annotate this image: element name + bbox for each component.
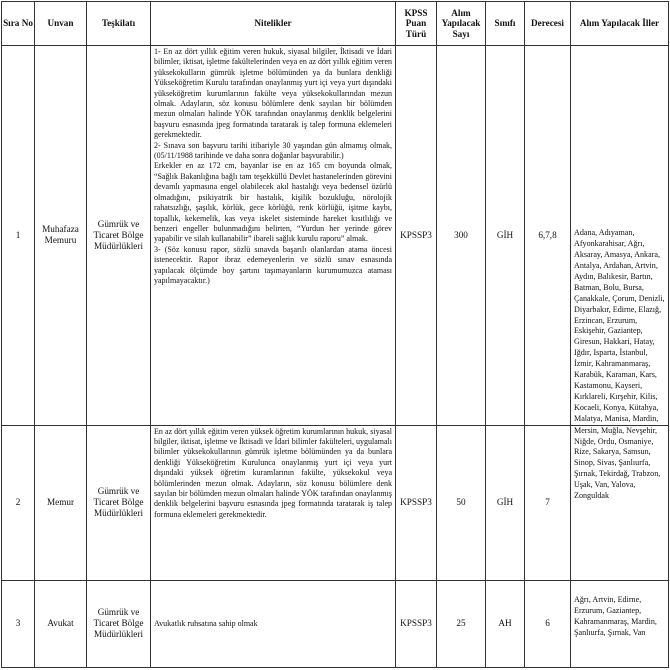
il-line: Erzurum, Gaziantep, <box>574 605 642 615</box>
header-kpss: KPSS Puan Türü <box>396 2 437 46</box>
row3-derecesi: 6 <box>525 580 571 667</box>
row1-sinifi: GİH <box>486 46 525 426</box>
row1-nitelik-3: Erkekler en az 172 cm, bayanlar ise en az 165 cm boyunda olmak, “Sağlık Bakanlığına bağlı tam teşekküllü Devlet hastanelerinden görevini devamlı yapmasına engel olabilecek akıl hastalığı veya bedensel özürlü olmadığını, psikiyatrik bir hastalık, kişilik bozukluğu, nörolojik rahatsızlığı, şaşılık, körlük, gece körlüğü, renk körlüğü, işitme kaybı, topallık, kekemelik, kas veya iskelet sisteminde hareket kısıtlılığı ve benzeri engeller bulunmadığını belirten, “Yurdun her yerinde görev yapabilir ve silah kullanabilir” ibareli sağlık kurulu raporu” almak. <box>154 161 392 244</box>
il-line: Ağrı, Artvin, Edirne, <box>574 594 642 604</box>
il-line: Erzincan, Erzurum, <box>574 315 638 325</box>
row3-nitelikler <box>151 580 396 667</box>
header-sinifi: Sınıfı <box>486 2 525 46</box>
row2-sira: 2 <box>2 425 35 580</box>
row1-nitelik-2: 2- Sınava son başvuru tarihi itibariyle 30 yaşından gün almamış olmak, (05/11/1988 tarihinde ve daha sonra doğanlar başvurabilir.) <box>154 140 392 161</box>
row3-sira: 3 <box>2 580 35 667</box>
row2-unvan: Memur <box>35 425 87 580</box>
row3-unvan: Avukat <box>35 580 87 667</box>
header-row <box>2 2 669 46</box>
il-line: Antalya, Ardahan, Artvin, <box>574 261 658 271</box>
iller-list-row3 <box>571 580 669 667</box>
row3-kpss: KPSSP3 <box>396 580 437 667</box>
row1-nitelikler <box>151 46 396 426</box>
il-line: Kastamonu, Kayseri, <box>574 380 643 390</box>
il-line: Kahramanmaraş, Mardin, <box>574 616 657 626</box>
row2-kpss: KPSSP3 <box>396 425 437 580</box>
il-line: Iğdır, Isparta, İstanbul, <box>574 348 648 358</box>
row1-derecesi: 6,7,8 <box>525 46 571 426</box>
il-line: Adana, Adıyaman, <box>574 228 635 238</box>
row3-nitelik-1: Avukatlık ruhsatına sahip olmak <box>154 618 258 628</box>
table-row <box>2 425 669 580</box>
row1-teskilati: Gümrük ve Ticaret Bölge Müdürlükleri <box>87 46 151 426</box>
iller-list-part2 <box>571 425 669 580</box>
il-line: Karabük, Karaman, Kars, <box>574 370 657 380</box>
il-line: Çanakkale, Çorum, Denizli, <box>574 293 665 303</box>
row1-unvan: Muhafaza Memuru <box>35 46 87 426</box>
row3-sinifi: AH <box>486 580 525 667</box>
header-sayi: Alım Yapılacak Sayı <box>437 2 486 46</box>
header-sira: Sıra No <box>2 2 35 46</box>
il-line: Giresun, Hakkari, Hatay, <box>574 337 655 347</box>
il-line: Aydın, Balıkesir, Bartın, <box>574 271 653 281</box>
il-line: Batman, Bolu, Bursa, <box>574 282 644 292</box>
row3-teskilati: Gümrük ve Ticaret Bölge Müdürlükleri <box>87 580 151 667</box>
header-nitelikler: Nitelikler <box>151 2 396 46</box>
header-unvan: Unvan <box>35 2 87 46</box>
il-line: Uşak, Van, Yalova, <box>574 480 636 490</box>
il-line: Eskişehir, Gaziantep, <box>574 326 643 336</box>
row1-nitelik-4: 3- (Söz konusu rapor, sözlü sınavda başarılı olanlardan atama öncesi istenecektir. Rapor ibraz edemeyenlerin ve sözlü sınav esnasında yapılacak ölçümde boy şartını taşımayanların kurumumuzca ataması yapılmayacaktır.) <box>154 244 392 285</box>
il-line: Aksaray, Amasya, Ankara, <box>574 250 661 260</box>
il-line: Malatya, Manisa, Mardin, <box>574 413 659 423</box>
positions-table <box>1 1 669 668</box>
table-row <box>2 580 669 667</box>
iller-list-part1 <box>571 46 669 426</box>
il-line: Zonguldak <box>574 491 610 501</box>
il-line: Şanlıurfa, Şırnak, Van <box>574 627 646 637</box>
row2-nitelikler <box>151 425 396 580</box>
row2-nitelik-1: En az dört yıllık eğitim veren yüksek öğretim kurumlarının hukuk, siyasal bilgiler, iktisat, işletme ve İktisadi ve İdari bilimler fakülteleri, uygulamalı bilimler yüksekokullarının gümrük işletme bölümünden ya da bunlara denkliği Yükseköğretim Kurulunca onaylanmış yurt içi veya yurt dışındaki yüksek öğretim kuramlarının fakülte, yüksekokul veya bölümlerinden mezun olmak. Adayların, söz konusu bölümlere denk sayılan bir bölümden mezun olmaları halinde YÖK tarafından onaylanmış denklik belgelerini başvuru esnasında jpeg formatında taratarak iş talep formuna eklemeleri gerekmektedir. <box>154 426 392 519</box>
il-line: Niğde, Ordu, Osmaniye, <box>574 436 654 446</box>
table-row <box>2 46 669 426</box>
row2-sinifi: GİH <box>486 425 525 580</box>
header-derecesi: Derecesi <box>525 2 571 46</box>
row3-sayi: 25 <box>437 580 486 667</box>
row1-sayi: 300 <box>437 46 486 426</box>
il-line: İzmir, Kahramanmaraş, <box>574 359 651 369</box>
row2-sayi: 50 <box>437 425 486 580</box>
il-line: Şırnak, Tekirdağ, Trabzon, <box>574 469 661 479</box>
row1-kpss: KPSSP3 <box>396 46 437 426</box>
il-line: Sinop, Sivas, Şanlıurfa, <box>574 458 651 468</box>
header-teskilati: Teşkilatı <box>87 2 151 46</box>
il-line: Kocaeli, Konya, Kütahya, <box>574 402 659 412</box>
il-line: Kırklareli, Kırşehir, Kilis, <box>574 391 658 401</box>
il-line: Mersin, Muğla, Nevşehir, <box>574 425 658 435</box>
il-line: Diyarbakır, Edirne, Elazığ, <box>574 304 662 314</box>
row2-teskilati: Gümrük ve Ticaret Bölge Müdürlükleri <box>87 425 151 580</box>
il-line: Rize, Sakarya, Samsun, <box>574 447 651 457</box>
row1-nitelik-1: 1- En az dört yıllık eğitim veren hukuk, siyasal bilgiler, İktisadi ve İdari bilimler, iktisat, işletme fakültelerinden veya en az dört yıllık eğitim veren yüksekokulların gümrük işletme bölümünden ya da bunlara denkliği Yükseköğretim Kurulu tarafından onaylanmış yurt içi veya yurt dışındaki yükseköğretim kurumlarının fakülte veya yüksekokullarından mezun olmak. Adayların, söz konusu bölümlere denk sayılan bir bölümden mezun olmaları halinde YÖK tarafından onaylanmış denklik belgelerini başvuru esnasında jpeg formatında taratarak iş talep formuna eklemeleri gerekmektedir. <box>154 47 392 140</box>
il-line: Afyonkarahisar, Ağrı, <box>574 239 645 249</box>
row1-sira: 1 <box>2 46 35 426</box>
header-iller: Alım Yapılacak İller <box>571 2 669 46</box>
row2-derecesi: 7 <box>525 425 571 580</box>
